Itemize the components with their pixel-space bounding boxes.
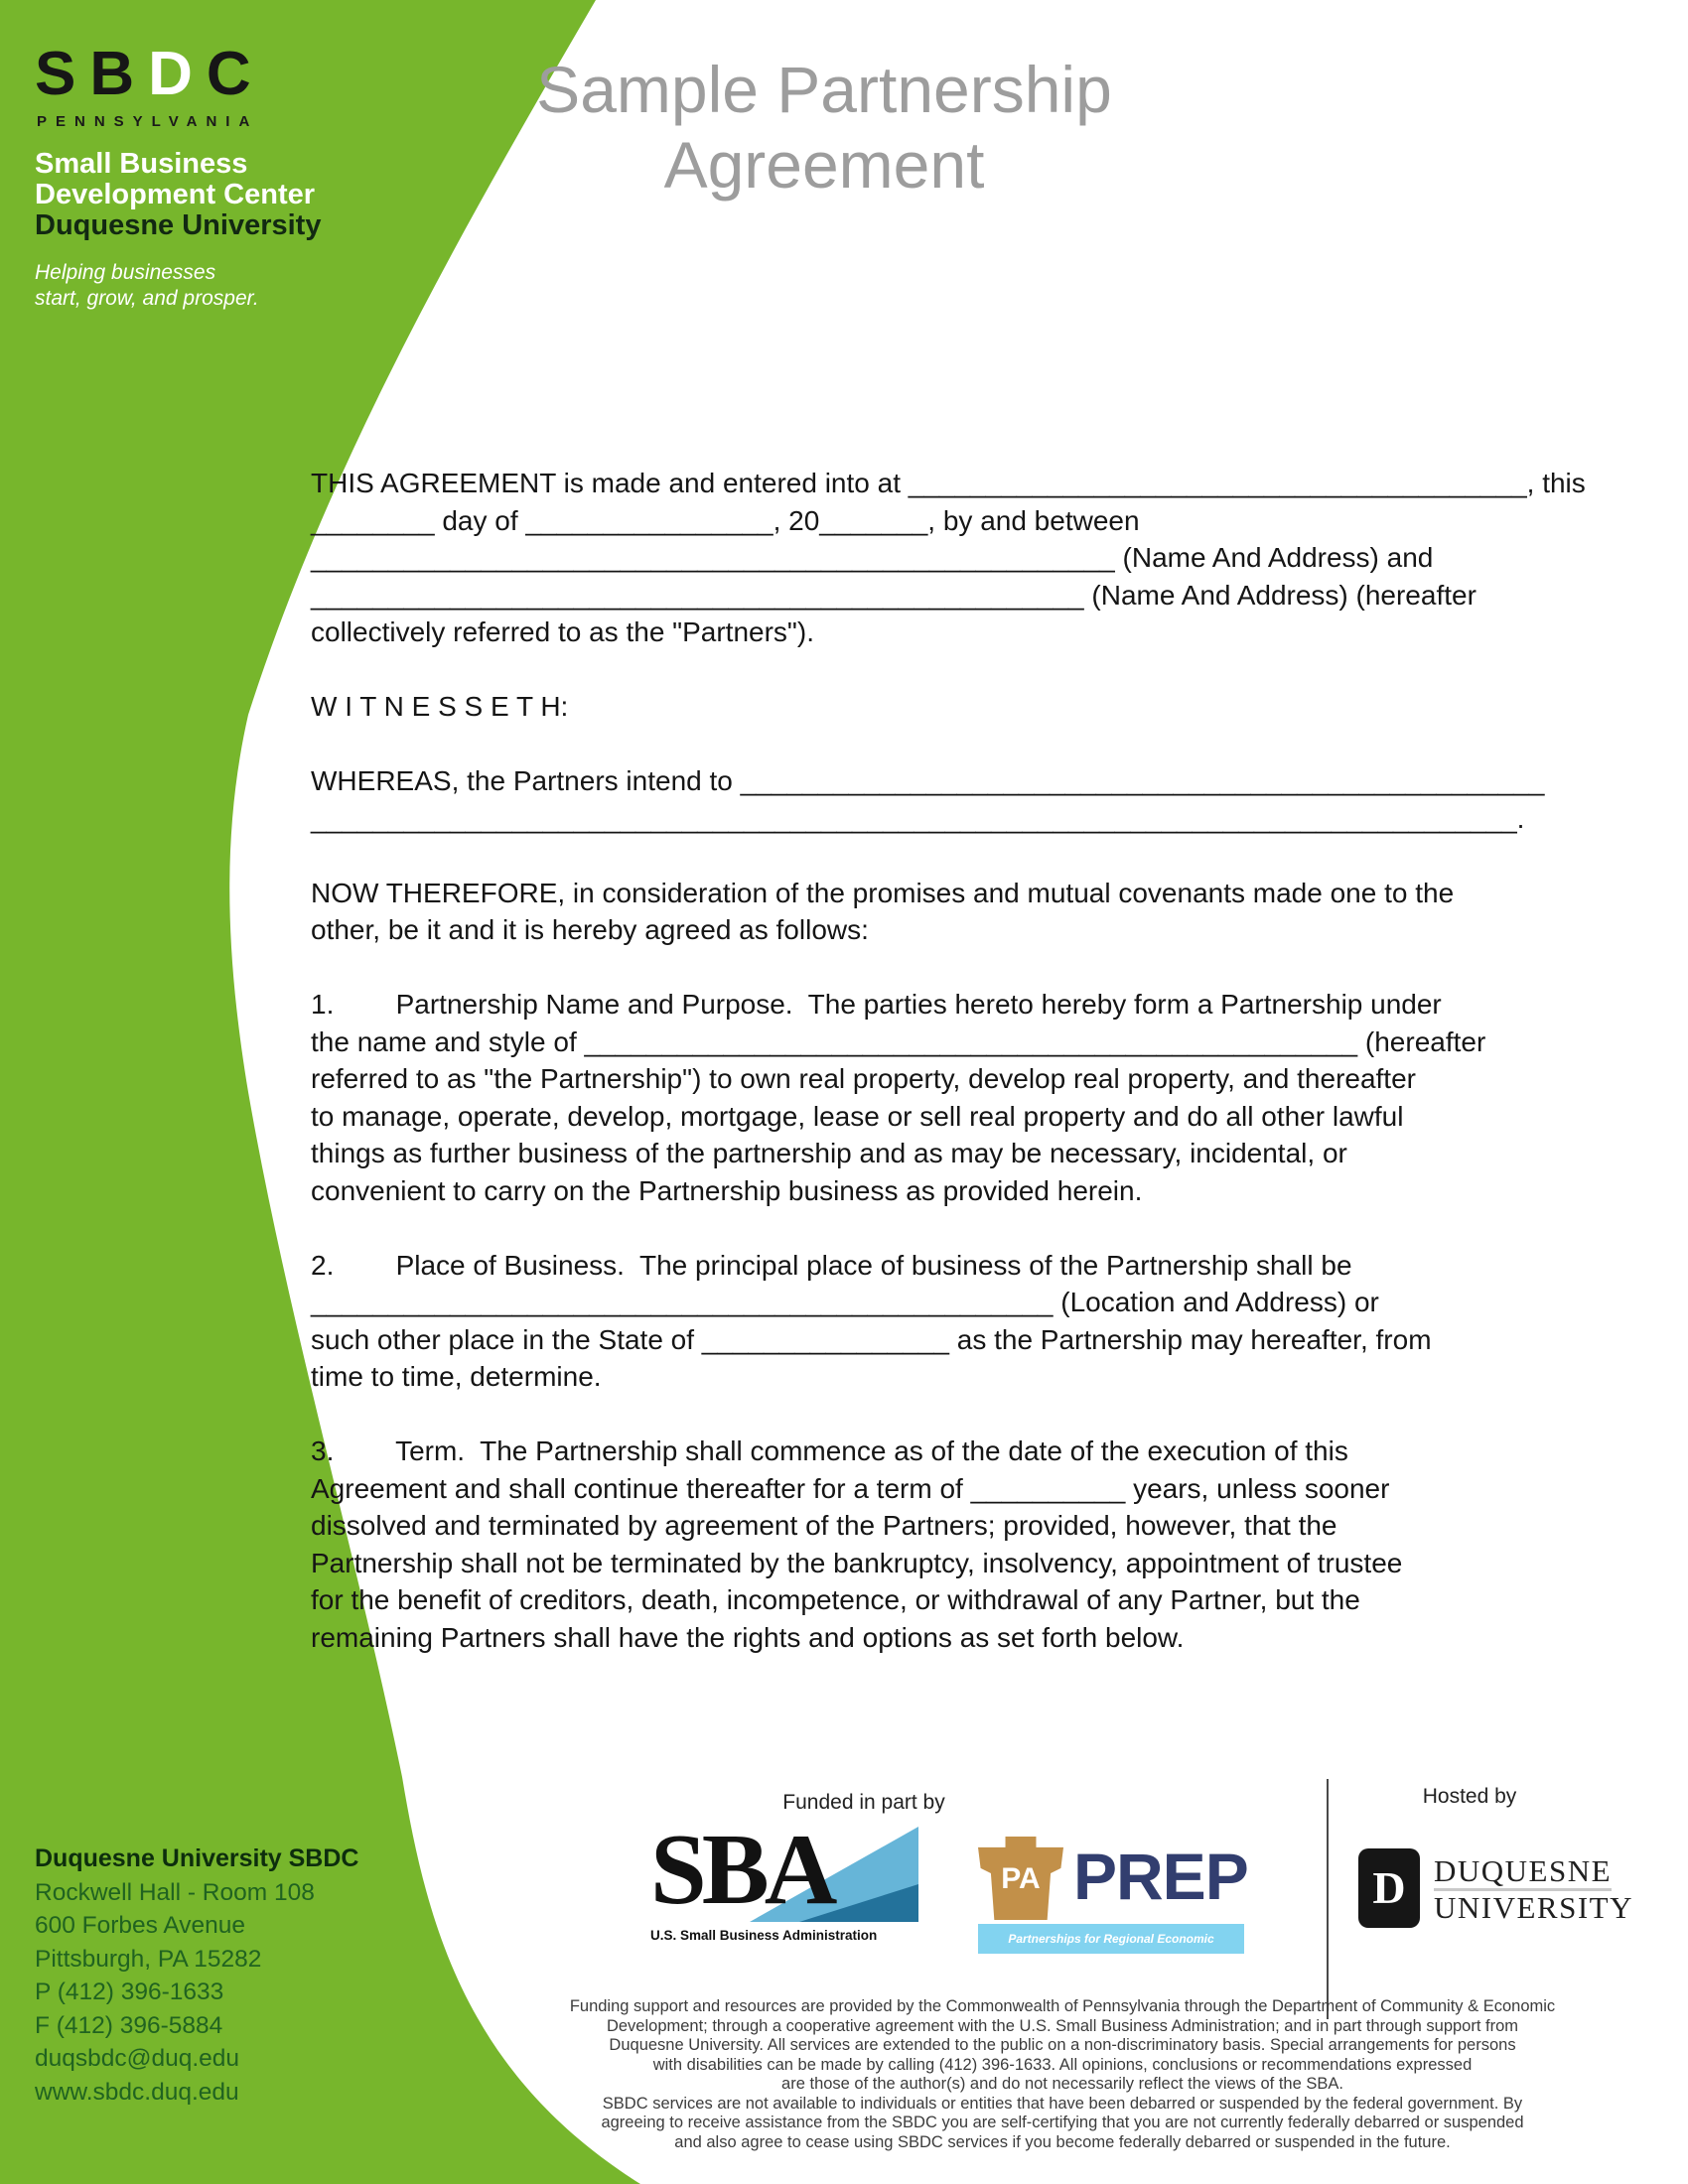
sbdc-region-label: PENNSYLVANIA — [37, 113, 259, 130]
fine-print — [487, 1997, 1638, 2152]
contact-heading: Duquesne University SBDC — [35, 1844, 359, 1872]
page-title — [417, 52, 1231, 203]
doc-line: NOW THEREFORE, in consideration of the promises and mutual covenants made one to the — [311, 877, 1455, 908]
fine-print-line: and also agree to cease using SBDC services if you become federally debarred or suspended in the future. — [674, 2132, 1451, 2151]
sba-sublabel: U.S. Small Business Administration — [650, 1928, 878, 1943]
pa-keystone-label: PA — [1001, 1862, 1041, 1895]
duquesne-wordmark — [1434, 1854, 1633, 1925]
duquesne-logo — [1358, 1848, 1646, 1948]
fine-print-line: SBDC services are not available to individuals or entities that have been debarred or suspended by the federal government. By — [602, 2094, 1523, 2113]
doc-line: ______________________________________________________________________________. — [311, 802, 1525, 834]
doc-line — [311, 837, 1586, 875]
doc-line: 2. Place of Business. The principal place of business of the Partnership shall be — [311, 1249, 1352, 1281]
footer-divider — [1327, 1779, 1329, 2019]
doc-line: remaining Partners shall have the rights and options as set forth below. — [311, 1621, 1185, 1653]
doc-line: such other place in the State of ________________ as the Partnership may hereafter, from — [311, 1323, 1432, 1355]
contact-line: P (412) 396-1633 — [35, 1979, 224, 2005]
doc-line: the name and style of __________________________________________________ (hereafter — [311, 1025, 1486, 1057]
doc-line: dissolved and terminated by agreement of the Partners; provided, however, that the — [311, 1510, 1337, 1541]
sba-logo — [650, 1814, 928, 1956]
doc-line: __________________________________________________ (Name And Address) (hereafter — [311, 579, 1477, 611]
doc-line — [311, 1209, 1586, 1247]
brand-name-block — [35, 149, 321, 241]
duquesne-wordmark-line2: UNIVERSITY — [1434, 1890, 1633, 1925]
sbdc-letter-b: B — [89, 40, 149, 108]
contact-line: Pittsburgh, PA 15282 — [35, 1945, 262, 1973]
contact-line: 600 Forbes Avenue — [35, 1912, 246, 1939]
funded-in-part-by-label: Funded in part by — [782, 1791, 945, 1814]
doc-line: Agreement and shall continue thereafter for a term of __________ years, unless sooner — [311, 1472, 1390, 1504]
doc-line — [311, 1396, 1586, 1433]
fine-print-line: Duquesne University. All services are extended to the public on a non-discriminatory basis. Special arrangements for persons — [609, 2036, 1516, 2054]
duquesne-wordmark-line1: DUQUESNE — [1434, 1854, 1612, 1891]
doc-line: Partnership shall not be terminated by the bankruptcy, insolvency, appointment of trustee — [311, 1547, 1403, 1578]
doc-line: WHEREAS, the Partners intend to ____________________________________________________ — [311, 765, 1545, 796]
doc-line: other, be it and it is hereby agreed as follows: — [311, 914, 869, 945]
contact-line: www.sbdc.duq.edu — [35, 2078, 239, 2106]
fine-print-line: Funding support and resources are provided by the Commonwealth of Pennsylvania through the Department of Community & Economic — [569, 1997, 1556, 2015]
fine-print-line: agreeing to receive assistance from the SBDC you are self-certifying that you are not currently federally debarred or suspended — [601, 2114, 1524, 2131]
doc-line: time to time, determine. — [311, 1361, 602, 1392]
contact-block — [35, 1843, 358, 2109]
agreement-body-text — [311, 465, 1586, 1656]
sbdc-letter-c: C — [206, 40, 265, 108]
tagline-line1: Helping businesses — [35, 261, 216, 284]
contact-line: F (412) 396-5884 — [35, 2011, 223, 2039]
doc-line: ________ day of ________________, 20_______, by and between — [311, 504, 1140, 536]
duquesne-d-icon: D — [1358, 1848, 1420, 1928]
fine-print-line: are those of the author(s) and do not necessarily reflect the views of the SBA. — [781, 2075, 1343, 2093]
doc-line: ____________________________________________________ (Name And Address) and — [311, 542, 1434, 573]
brand-line-duquesne-university: Duquesne University — [35, 209, 322, 241]
sbdc-letter-s: S — [35, 40, 90, 108]
doc-line — [311, 949, 1586, 987]
doc-line: W I T N E S S E T H: — [311, 691, 569, 722]
pa-prep-logo — [978, 1837, 1248, 1976]
contact-line: Rockwell Hall - Room 108 — [35, 1878, 315, 1906]
doc-line: convenient to carry on the Partnership business as provided herein. — [311, 1174, 1143, 1206]
doc-line: for the benefit of creditors, death, incompetence, or withdrawal of any Partner, but the — [311, 1584, 1360, 1615]
sbdc-logo — [35, 40, 265, 108]
sba-wordmark: SBA — [650, 1814, 833, 1926]
doc-line: things as further business of the partnership and as may be necessary, incidental, or — [311, 1138, 1347, 1168]
sbdc-letter-d: D — [148, 40, 207, 108]
doc-line: referred to as "the Partnership") to own real property, develop real property, and thereafter — [311, 1063, 1416, 1094]
doc-line — [311, 651, 1586, 689]
brand-line-development-center: Development Center — [35, 179, 316, 210]
contact-line: duqsbdc@duq.edu — [35, 2045, 240, 2072]
doc-line: collectively referred to as the "Partners"). — [311, 616, 814, 647]
prep-wordmark: PREP — [1073, 1840, 1248, 1913]
doc-line: THIS AGREEMENT is made and entered into at ________________________________________, this — [311, 468, 1586, 498]
brand-line-small-business: Small Business — [35, 148, 248, 180]
doc-line — [311, 726, 1586, 763]
doc-line: 1. Partnership Name and Purpose. The parties hereto hereby form a Partnership under — [311, 989, 1442, 1020]
title-line1: Sample Partnership — [536, 53, 1112, 126]
brand-tagline — [35, 260, 259, 312]
hosted-by-label: Hosted by — [1422, 1785, 1517, 1808]
fine-print-line: Development; through a cooperative agreement with the U.S. Small Business Administration; and in part through support from — [606, 2016, 1519, 2035]
doc-line: ________________________________________________ (Location and Address) or — [311, 1287, 1379, 1317]
fine-print-line: with disabilities can be made by calling (412) 396-1633. All opinions, conclusions or recommendations expressed — [652, 2055, 1473, 2074]
prep-bar — [978, 1924, 1244, 1976]
prep-bar-label: Partnerships for Regional Economic Performance — [1008, 1932, 1214, 1976]
contact-lines — [35, 1876, 358, 2110]
title-line2: Agreement — [663, 128, 985, 202]
doc-line: 3. Term. The Partnership shall commence as of the date of the execution of this — [311, 1435, 1348, 1466]
doc-line: to manage, operate, develop, mortgage, lease or sell real property and do all other lawful — [311, 1100, 1404, 1132]
tagline-line2: start, grow, and prosper. — [35, 287, 259, 310]
